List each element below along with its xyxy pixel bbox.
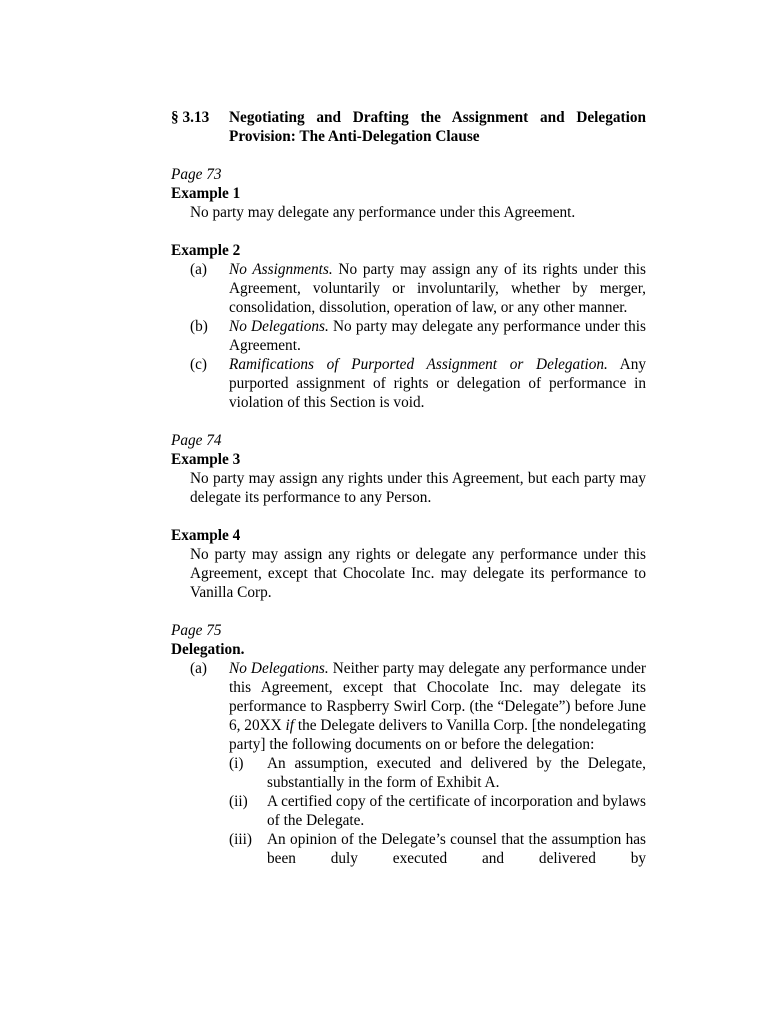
document-page (171, 108, 646, 868)
section-heading (171, 108, 646, 146)
item-emphasis: if (285, 717, 295, 734)
item-label: (a) (190, 261, 207, 278)
item-text: No party may delegate any performance under this Agreement. (229, 318, 646, 354)
item-label: (b) (190, 318, 208, 335)
page-marker-74: Page 74 (171, 432, 222, 449)
item-caption: No Delegations. (229, 660, 329, 677)
subitem-label: (ii) (229, 793, 248, 810)
example-3-title: Example 3 (171, 451, 241, 468)
subitem-text: An opinion of the Delegate’s counsel that the assumption has been duly executed and delivered by (267, 831, 646, 867)
page-marker-73: Page 73 (171, 166, 222, 183)
item-caption: No Assignments. (229, 261, 333, 278)
example-2-item-b (171, 317, 646, 355)
item-body (229, 659, 646, 754)
item-label: (a) (190, 660, 207, 677)
example-4-title: Example 4 (171, 527, 241, 544)
example-2-title: Example 2 (171, 242, 241, 259)
example-2-item-a (171, 260, 646, 317)
item-text-before: Neither party may delegate any performance under this Agreement, except that Chocolate Inc. may delegate its performance to Raspberry Swirl Corp. (the “Delegate”) before June 6, 20XX (229, 660, 646, 734)
subitem-label: (iii) (229, 831, 252, 848)
item-caption: No Delegations. (229, 318, 329, 335)
page-marker-75: Page 75 (171, 622, 222, 639)
item-body (229, 260, 646, 317)
section-title: Negotiating and Drafting the Assignment and Delegation Provision: The Anti-Delegation Clause (229, 109, 646, 145)
section-number: § 3.13 (171, 109, 210, 126)
item-label: (c) (190, 356, 207, 373)
delegation-title: Delegation. (171, 641, 245, 658)
subitem-label: (i) (229, 755, 244, 772)
example-1-text: No party may delegate any performance under this Agreement. (190, 204, 576, 221)
example-3-text: No party may assign any rights under this Agreement, but each party may delegate its performance to any Person. (190, 470, 646, 506)
item-text-after: the Delegate delivers to Vanilla Corp. [the nondelegating party] the following documents on or before the delegation: (229, 717, 646, 753)
delegation-subitem-i (229, 754, 646, 792)
subitem-text: An assumption, executed and delivered by the Delegate, substantially in the form of Exhibit A. (267, 755, 646, 791)
item-caption: Ramifications of Purported Assignment or Delegation. (229, 356, 608, 373)
item-text: Any purported assignment of rights or delegation of performance in violation of this Section is void. (229, 356, 647, 411)
item-body (229, 317, 646, 355)
example-1-title: Example 1 (171, 185, 241, 202)
delegation-subitem-iii (229, 830, 646, 868)
item-body (229, 355, 646, 412)
delegation-item-a (171, 659, 646, 754)
delegation-subitem-ii (229, 792, 646, 830)
subitem-text: A certified copy of the certificate of incorporation and bylaws of the Delegate. (267, 793, 646, 829)
example-4-text: No party may assign any rights or delegate any performance under this Agreement, except that Chocolate Inc. may delegate its performance to Vanilla Corp. (190, 546, 646, 601)
item-text: No party may assign any of its rights under this Agreement, voluntarily or involuntarily, whether by merger, consolidation, dissolution, operation of law, or any other manner. (229, 261, 646, 316)
example-2-item-c (171, 355, 646, 412)
